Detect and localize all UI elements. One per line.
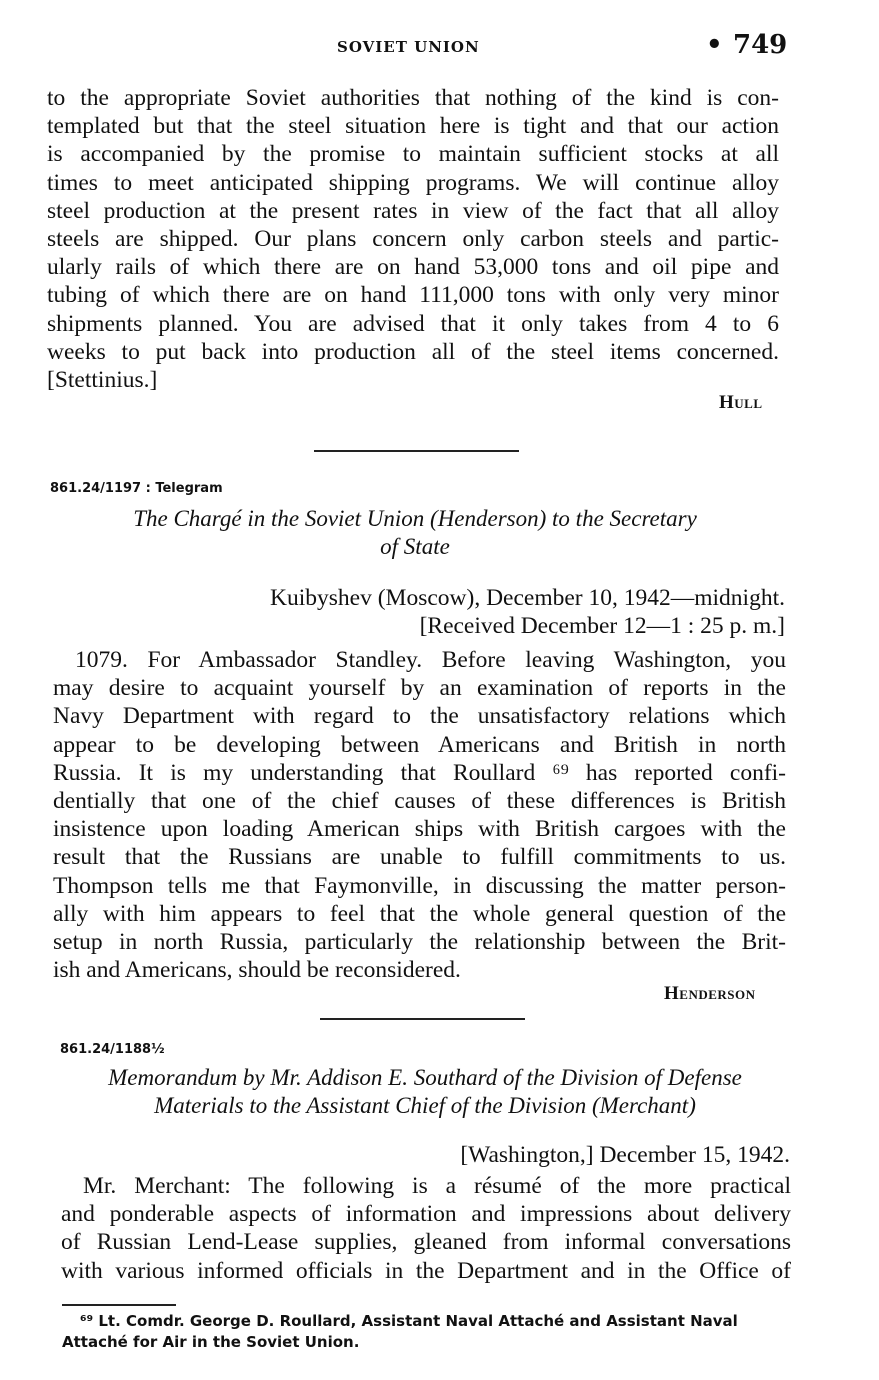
text-line: insistence upon loading American ships with British cargoes with the bbox=[53, 816, 786, 843]
text-line: ularly rails of which there are on hand 53,000 tons and oil pipe and bbox=[47, 254, 779, 281]
running-head bbox=[0, 30, 879, 70]
signature-hull: Hull bbox=[719, 392, 763, 413]
text-line: ally with him appears to feel that the whole general question of the bbox=[53, 900, 786, 927]
heading-line: Memorandum by Mr. Addison E. Southard of the Division of Defense bbox=[108, 1065, 742, 1090]
text-line: Navy Department with regard to the unsatisfactory relations which bbox=[53, 703, 786, 730]
text-line: Mr. Merchant: The following is a résumé of the more practical bbox=[83, 1173, 791, 1199]
text-line: templated but that the steel situation here is tight and that our action bbox=[47, 113, 779, 140]
text-line: appear to be developing between Americans and British in north bbox=[53, 731, 786, 758]
text-line: times to meet anticipated shipping programs. We will continue alloy bbox=[47, 169, 779, 196]
page-bullet: • bbox=[706, 30, 723, 60]
section-divider bbox=[314, 450, 519, 452]
text-line: with various informed officials in the Department and in the Office of bbox=[61, 1257, 791, 1284]
footnote-rule bbox=[62, 1304, 176, 1306]
dateline bbox=[200, 584, 785, 640]
document-reference: 861.24/1188½ bbox=[60, 1042, 165, 1057]
text-line: ish and Americans, should be reconsidered. bbox=[53, 957, 461, 984]
memorandum-body bbox=[61, 1172, 791, 1285]
text-line: to the appropriate Soviet authorities that nothing of the kind is con- bbox=[47, 85, 779, 111]
heading-line: of State bbox=[380, 534, 450, 559]
text-line: tubing of which there are on hand 111,000 tons with only very minor bbox=[47, 282, 779, 309]
running-head-title: SOVIET UNION bbox=[337, 38, 480, 56]
text-line: steel production at the present rates in view of the fact that all alloy bbox=[47, 197, 779, 224]
text-line: shipments planned. You are advised that it only takes from 4 to 6 bbox=[47, 310, 779, 337]
text-line: is accompanied by the promise to maintain sufficient stocks at all bbox=[47, 141, 779, 168]
received-line: [Received December 12—1 : 25 p. m.] bbox=[419, 613, 785, 639]
text-line: Russia. It is my understanding that Roullard ⁶⁹ has reported confi- bbox=[53, 759, 786, 786]
dateline-place-date: [Washington,] December 15, 1942. bbox=[460, 1142, 790, 1168]
document-heading bbox=[85, 505, 745, 561]
text-line: steels are shipped. Our plans concern only carbon steels and partic- bbox=[47, 226, 779, 253]
footnote-line: ⁶⁹ Lt. Comdr. George D. Roullard, Assistant Naval Attaché and Assistant Naval bbox=[80, 1312, 738, 1330]
text-line: may desire to acquaint yourself by an examination of reports in the bbox=[53, 675, 786, 702]
footnote bbox=[62, 1311, 792, 1353]
page-number: 749 bbox=[733, 30, 788, 60]
heading-line: Materials to the Assistant Chief of the Division (Merchant) bbox=[154, 1093, 696, 1118]
document-reference: 861.24/1197 : Telegram bbox=[50, 481, 223, 496]
text-line: of Russian Lend-Lease supplies, gleaned from informal conversations bbox=[61, 1229, 791, 1256]
text-line: dentially that one of the chief causes of these differences is British bbox=[53, 788, 786, 815]
text-line: Thompson tells me that Faymonville, in discussing the matter person- bbox=[53, 872, 786, 899]
telegram-body bbox=[53, 646, 786, 984]
dateline bbox=[300, 1141, 790, 1169]
text-line: weeks to put back into production all of the steel items concerned. bbox=[47, 338, 779, 365]
text-line: [Stettinius.] bbox=[47, 367, 158, 394]
dateline-place-date: Kuibyshev (Moscow), December 10, 1942—midnight. bbox=[270, 585, 785, 611]
text-line: and ponderable aspects of information and impressions about delivery bbox=[61, 1201, 791, 1228]
document-heading bbox=[55, 1064, 795, 1120]
footnote-line: Attaché for Air in the Soviet Union. bbox=[62, 1333, 360, 1351]
text-line: result that the Russians are unable to fulfill commitments to us. bbox=[53, 844, 786, 871]
section-divider bbox=[320, 1018, 525, 1020]
heading-line: The Chargé in the Soviet Union (Henderson) to the Secretary bbox=[133, 506, 697, 531]
text-line: setup in north Russia, particularly the relationship between the Brit- bbox=[53, 929, 786, 956]
text-line: 1079. For Ambassador Standley. Before leaving Washington, you bbox=[75, 647, 786, 673]
signature-henderson: Henderson bbox=[664, 983, 756, 1004]
continued-paragraph bbox=[47, 84, 779, 394]
